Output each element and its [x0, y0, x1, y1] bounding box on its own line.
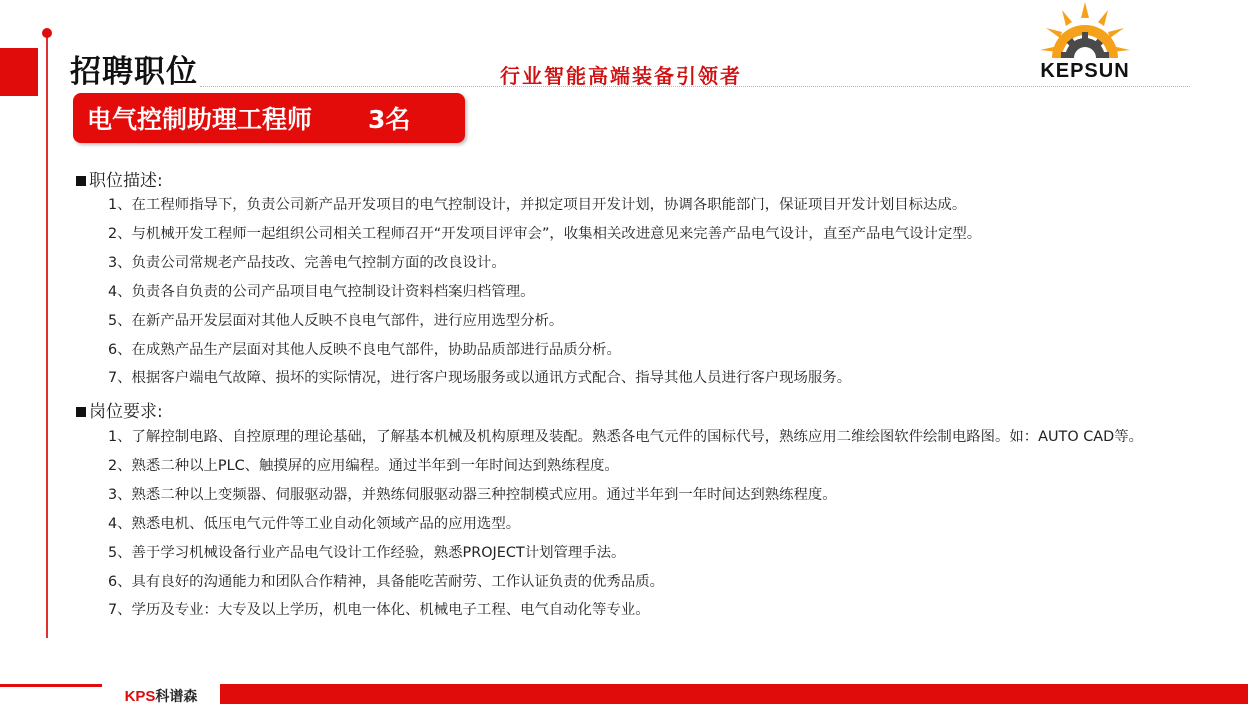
header-divider: [200, 86, 1190, 87]
requirements-list: [108, 423, 1143, 625]
list-item: 1、了解控制电路、自控原理的理论基础，了解基本机械及机构原理及装配。熟悉各电气元件的国标代号，熟练应用二维绘图软件绘制电路图。如：AUTO CAD等。: [108, 429, 1143, 445]
left-accent-tab: [0, 48, 38, 96]
list-item: 2、与机械开发工程师一起组织公司相关工程师召开“开发项目评审会”，收集相关改进意见来完善产品电气设计，直至产品电气设计定型。: [108, 225, 982, 242]
slogan: 行业智能高端装备引领者: [500, 64, 742, 88]
requirements-heading-label: 岗位要求:: [89, 402, 163, 422]
list-item: 3、负责公司常规老产品技改、完善电气控制方面的改良设计。: [108, 254, 506, 271]
list-item: 2、熟悉二种以上PLC、触摸屏的应用编程。通过半年到一年时间达到熟练程度。: [108, 457, 619, 474]
list-item: 5、善于学习机械设备行业产品电气设计工作经验，熟悉PROJECT计划管理手法。: [108, 544, 626, 561]
footer-brand-en: KPS: [124, 687, 156, 705]
job-headcount: 3名: [368, 105, 411, 134]
list-item: 3、熟悉二种以上变频器、伺服驱动器，并熟练伺服驱动器三种控制模式应用。通过半年到一年时间达到熟练程度。: [108, 486, 837, 503]
list-item: 6、在成熟产品生产层面对其他人反映不良电气部件，协助品质部进行品质分析。: [108, 341, 621, 358]
job-title-banner: [73, 93, 465, 143]
job-title: 电气控制助理工程师: [87, 105, 313, 134]
company-logo: [1030, 2, 1140, 82]
square-bullet-icon: [76, 407, 86, 417]
requirements-heading: [76, 397, 163, 422]
page-title: 招聘职位: [70, 54, 198, 90]
description-list: [108, 191, 981, 393]
list-item: 6、具有良好的沟通能力和团队合作精神，具备能吃苦耐劳、工作认证负责的优秀品质。: [108, 573, 665, 590]
list-item: 4、负责各自负责的公司产品项目电气控制设计资料档案归档管理。: [108, 283, 535, 300]
sun-gear-logo-icon: [1038, 2, 1132, 64]
list-item: 1、在工程师指导下，负责公司新产品开发项目的电气控制设计，并拟定项目开发计划，协调各职能部门，保证项目开发计划目标达成。: [108, 197, 967, 213]
logo-text: KEPSUN: [1040, 60, 1130, 82]
description-heading-label: 职位描述:: [89, 171, 163, 191]
square-bullet-icon: [76, 176, 86, 186]
left-line-dot: [42, 28, 52, 38]
list-item: 5、在新产品开发层面对其他人反映不良电气部件，进行应用选型分析。: [108, 312, 564, 329]
description-heading: [76, 166, 163, 191]
list-item: 7、学历及专业：大专及以上学历，机电一体化、机械电子工程、电气自动化等专业。: [108, 602, 650, 619]
list-item: 7、根据客户端电气故障、损坏的实际情况，进行客户现场服务或以通讯方式配合、指导其他人员进行客户现场服务。: [108, 370, 852, 387]
footer-brand: [102, 684, 220, 708]
list-item: 4、熟悉电机、低压电气元件等工业自动化领域产品的应用选型。: [108, 515, 521, 532]
left-vertical-line: [46, 34, 48, 638]
footer-brand-cn: 科谱森: [155, 689, 198, 705]
footer-bar-thick: [220, 684, 1248, 704]
